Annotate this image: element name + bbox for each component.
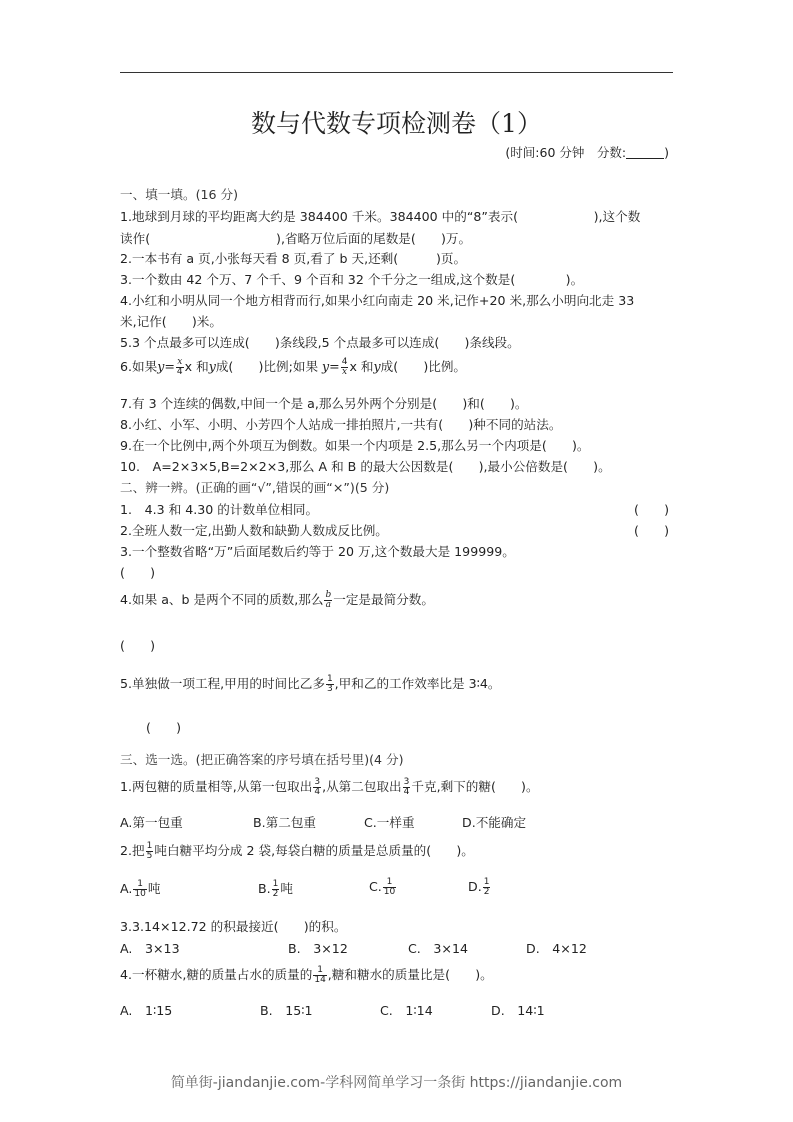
q6-mid2: 成( )比例;如果 (215, 359, 323, 374)
s2-q2: 2.全班人数一定,出勤人数和缺勤人数成反比例。 (120, 523, 388, 538)
section-3-header: 三、选一选。(把正确答案的序号填在括号里)(4 分) (120, 752, 404, 767)
s3-q4-post: ,糖和糖水的质量比是( )。 (327, 967, 493, 982)
s1-q10: 10. A=2×3×5,B=2×2×3,那么 A 和 B 的最大公因数是( ),最小公倍数是( )。 (120, 459, 611, 474)
s1-q7: 7.有 3 个连续的偶数,中间一个是 a,那么另外两个分别是( )和( )。 (120, 396, 528, 411)
s1-q6 (120, 356, 680, 377)
s2-q4-den: a (325, 600, 332, 610)
s3-q2-den: 5 (146, 851, 153, 861)
s2-q5 (120, 673, 680, 694)
s3-q4-option-b: B. 15∶1 (260, 1003, 313, 1018)
q6-frac1-num: x (177, 357, 183, 367)
s1-q1-line2: 读作( ),省略万位后面的尾数是( )万。 (120, 231, 472, 246)
time-score-line (505, 143, 669, 161)
s3-q2-a-fraction (133, 880, 146, 899)
s3-q2 (120, 840, 680, 861)
s3-q3-option-a: A. 3×13 (120, 941, 180, 956)
s3-q4-option-a: A. 1∶15 (120, 1003, 173, 1018)
s2-q4-num: b (325, 590, 332, 600)
s2-q5-post: ,甲和乙的工作效率比是 3∶4。 (334, 676, 501, 691)
s3-q1-mid: ,从第二包取出 (322, 779, 402, 794)
s3-q2-a-den: 10 (134, 889, 146, 899)
s3-q1-option-b: B.第二包重 (253, 815, 317, 830)
q6-pre: 6.如果 (120, 359, 158, 374)
s3-q1-post: 千克,剩下的糖( )。 (411, 779, 539, 794)
footer-watermark: 简单街-jiandanjie.com-学科网简单学习一条街 https://jiandanjie.com (170, 1075, 623, 1091)
s1-q3: 3.一个数由 42 个万、7 个千、9 个百和 32 个千分之一组成,这个数是( )。 (120, 272, 584, 287)
s3-q3-option-d: D. 4×12 (526, 941, 587, 956)
s3-q4-fraction (313, 966, 326, 985)
q6-end: 成( )比例。 (380, 359, 467, 374)
s3-q2-b-num: 1 (272, 879, 279, 889)
s3-q2-b-unit: 吨 (280, 881, 293, 896)
s1-q9: 9.在一个比例中,两个外项互为倒数。如果一个内项是 2.5,那么另一个内项是( )。 (120, 438, 590, 453)
s3-q2-a-num: 1 (133, 880, 146, 890)
s3-q3: 3.3.14×12.72 的积最接近( )的积。 (120, 919, 347, 934)
s3-q3-option-c: C. 3×14 (408, 941, 468, 956)
q6-fraction-2 (341, 358, 349, 377)
q6-y-b: y (373, 359, 381, 374)
s3-q2-b-den: 2 (272, 889, 279, 899)
s2-q5-num: 1 (326, 674, 333, 684)
q6-frac2-den: x (342, 367, 348, 377)
s3-q2-option-d (468, 878, 491, 897)
s2-q5-fraction (326, 675, 334, 694)
s3-q2-b-fraction (272, 880, 280, 899)
s3-q2-c-label: C. (369, 879, 382, 894)
s3-q2-d-den: 2 (483, 887, 490, 897)
s2-q4 (120, 589, 680, 610)
s2-q2-answer-paren: ( ) (633, 523, 669, 538)
s3-q4 (120, 964, 680, 985)
s3-q1-f1-den: 4 (314, 787, 321, 797)
s3-q1-fraction-1 (313, 778, 321, 797)
s3-q1-fraction-2 (403, 778, 411, 797)
q6-y: y (208, 359, 216, 374)
s3-q2-num: 1 (146, 841, 153, 851)
s2-q4-post: 一定是最简分数。 (333, 592, 434, 607)
section-2-header: 二、辨一辨。(正确的画“√”,错误的画“×”)(5 分) (120, 480, 390, 495)
s2-q1-answer-paren: ( ) (633, 502, 669, 517)
s1-q4-line1: 4.小红和小明从同一个地方相背而行,如果小红向南走 20 米,记作+20 米,那么小明向北走 33 (120, 293, 635, 308)
s3-q2-b-label: B. (258, 881, 271, 896)
s1-q8: 8.小红、小军、小明、小芳四个人站成一排拍照片,一共有( )种不同的站法。 (120, 417, 562, 432)
page-title: 数与代数专项检测卷（1） (251, 109, 542, 138)
s2-q3: 3.一个整数省略“万”后面尾数后约等于 20 万,这个数最大是 199999。 (120, 544, 515, 559)
s3-q2-a-label: A. (120, 881, 133, 896)
s1-q1-line1: 1.地球到月球的平均距离大约是 384400 千米。384400 中的“8”表示( ),这个数 (120, 209, 641, 224)
s3-q2-option-b (258, 878, 293, 899)
s3-q1 (120, 776, 680, 797)
q6-frac1-den: 4 (176, 367, 183, 377)
s3-q1-pre: 1.两包糖的质量相等,从第一包取出 (120, 779, 313, 794)
s3-q4-option-c: C. 1∶14 (380, 1003, 433, 1018)
time-score-close: ) (664, 145, 669, 160)
s3-q1-option-c: C.一样重 (364, 815, 415, 830)
s3-q2-fraction (146, 842, 154, 861)
s3-q2-c-fraction (383, 878, 396, 897)
s3-q1-option-d: D.不能确定 (462, 815, 527, 830)
s3-q4-pre: 4.一杯糖水,糖的质量占水的质量的 (120, 967, 313, 982)
q6-frac2-num: 4 (341, 357, 348, 367)
s2-q4-pre: 4.如果 a、b 是两个不同的质数,那么 (120, 592, 324, 607)
s3-q2-option-a (120, 878, 160, 899)
q6-mid1: x 和 (184, 359, 209, 374)
s3-q2-c-num: 1 (383, 878, 396, 888)
s3-q4-den: 14 (314, 975, 326, 985)
s1-q2: 2.一本书有 a 页,小张每天看 8 页,看了 b 天,还剩( )页。 (120, 251, 467, 266)
s2-q4-fraction (324, 591, 332, 610)
s2-q5-pre: 5.单独做一项工程,甲用的时间比乙多 (120, 676, 325, 691)
s2-q5-answer-paren: ( ) (146, 720, 182, 735)
s3-q2-a-unit: 吨 (147, 881, 161, 896)
q6-fraction-1 (176, 358, 184, 377)
s3-q2-post: 吨白糖平均分成 2 袋,每袋白糖的质量是总质量的( )。 (154, 843, 474, 858)
s3-q2-option-c (369, 878, 397, 897)
s3-q1-f1-num: 3 (314, 777, 321, 787)
s2-q5-den: 3 (326, 684, 333, 694)
q6-y1: y= (157, 359, 175, 374)
s3-q2-pre: 2.把 (120, 843, 145, 858)
s3-q4-option-d: D. 14∶1 (491, 1003, 545, 1018)
s3-q2-d-num: 1 (483, 877, 490, 887)
s2-q4-answer-paren: ( ) (120, 638, 156, 653)
s2-q1: 1. 4.3 和 4.30 的计数单位相同。 (120, 502, 319, 517)
top-rule (120, 72, 673, 73)
s3-q2-d-fraction (483, 878, 491, 897)
time-score-text: (时间:60 分钟 分数: (505, 145, 627, 160)
s3-q3-option-b: B. 3×12 (288, 941, 348, 956)
s2-q3-answer-paren: ( ) (120, 565, 156, 580)
q6-mid3: x 和 (349, 359, 374, 374)
s3-q2-c-den: 10 (383, 887, 396, 897)
s1-q4-line2: 米,记作( )米。 (120, 314, 222, 329)
s3-q1-option-a: A.第一包重 (120, 815, 183, 830)
s3-q4-num: 1 (313, 966, 326, 976)
section-1-header: 一、填一填。(16 分) (120, 187, 239, 202)
s3-q1-f2-den: 4 (403, 787, 410, 797)
s1-q5: 5.3 个点最多可以连成( )条线段,5 个点最多可以连成( )条线段。 (120, 335, 520, 350)
q6-y2: y= (322, 359, 340, 374)
score-blank (626, 146, 664, 159)
s3-q2-d-label: D. (468, 879, 482, 894)
s3-q1-f2-num: 3 (403, 777, 410, 787)
